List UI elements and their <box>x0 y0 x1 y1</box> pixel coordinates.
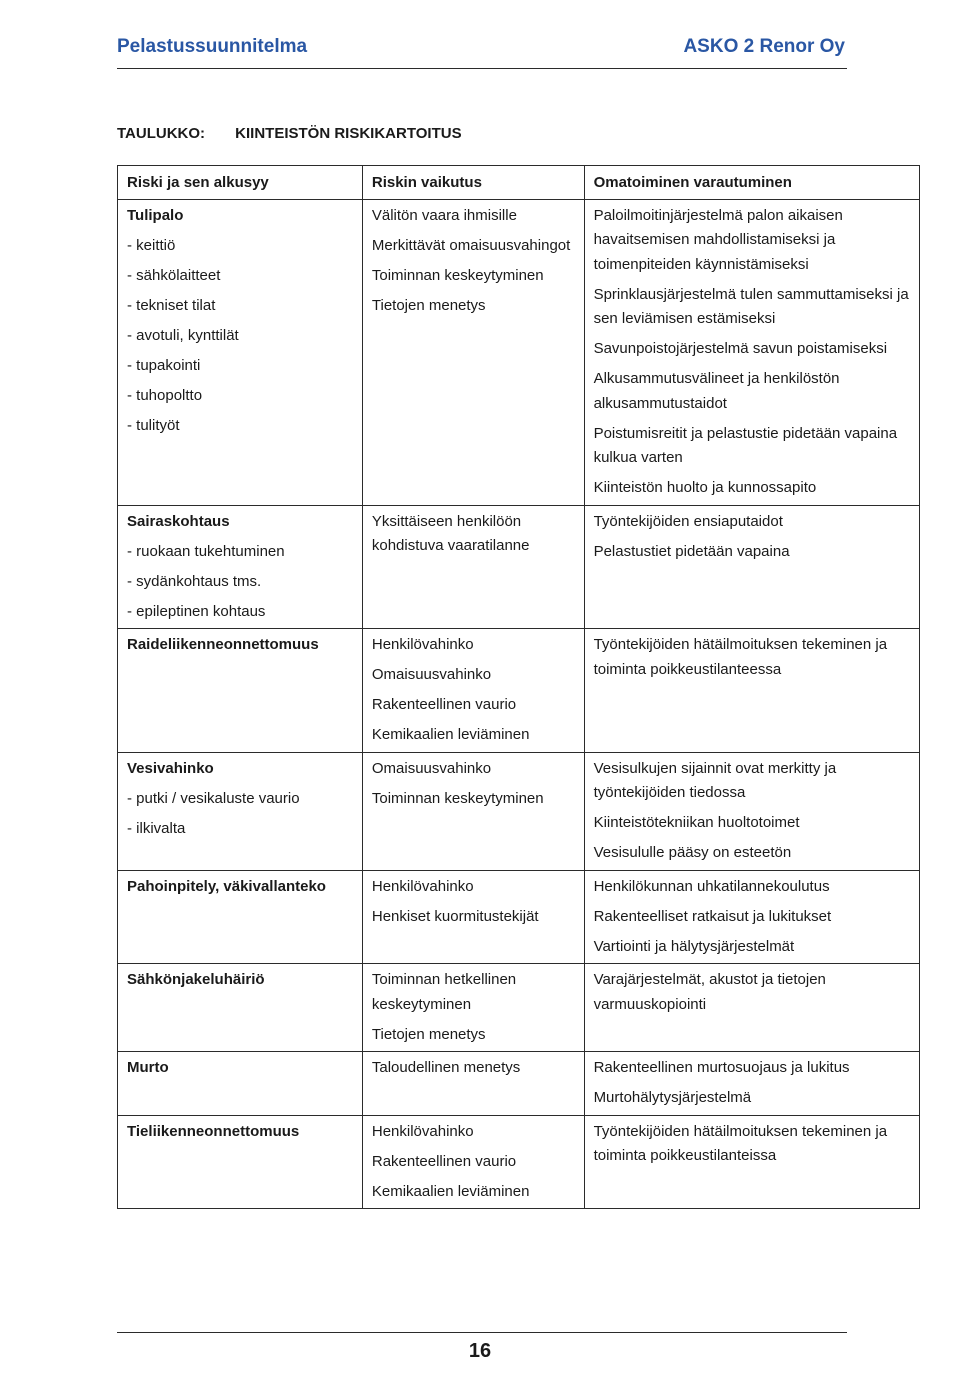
cell-line: Kemikaalien leviäminen <box>371 1182 530 1200</box>
risk-title: Raideliikenneonnettomuus <box>127 636 319 653</box>
effect-cell <box>362 964 584 1052</box>
cell-line: Pelastustiet pidetään vapaina <box>593 542 790 560</box>
risk-cell <box>118 964 363 1052</box>
preparedness-cell <box>584 1052 919 1116</box>
risk-title: Pahoinpitely, väkivallanteko <box>127 877 326 895</box>
cell-line: Rakenteellinen vaurio <box>371 1152 517 1170</box>
risk-table <box>117 165 920 1209</box>
cell-line: Toiminnan hetkellinen keskeytyminen <box>371 971 517 1013</box>
cell-line: Omaisuusvahinko <box>371 759 492 777</box>
cell-line: - tuhopoltto <box>127 386 203 404</box>
risk-title: Sähkönjakeluhäiriö <box>127 971 265 988</box>
table-row <box>118 1052 920 1116</box>
risk-cell <box>118 870 363 964</box>
cell-line: Poistumisreitit ja pelastustie pidetään vapaina kulkua varten <box>593 424 898 466</box>
page-number: 16 <box>468 1340 492 1362</box>
cell-line: Tietojen menetys <box>371 1025 486 1043</box>
cell-line: - sähkölaitteet <box>127 266 221 284</box>
cell-line: - ruokaan tukehtuminen <box>127 542 285 560</box>
cell-line: Vesisulkujen sijainnit ovat merkitty ja työntekijöiden tiedossa <box>593 759 837 801</box>
cell-line: Välitön vaara ihmisille <box>371 206 517 224</box>
effect-cell <box>362 199 584 505</box>
risk-title: Vesivahinko <box>127 759 214 777</box>
cell-line: Toiminnan keskeytyminen <box>371 266 544 284</box>
cell-line: Paloilmoitinjärjestelmä palon aikaisen havaitsemisen mahdollistamiseksi ja toimenpiteiden käynnistämiseksi <box>593 206 843 273</box>
cell-line: - keittiö <box>127 236 176 254</box>
cell-line: Kemikaalien leviäminen <box>371 726 530 743</box>
cell-line: Toiminnan keskeytyminen <box>371 789 544 807</box>
header-risk: Riski ja sen alkusyy <box>118 166 363 200</box>
cell-line: Murtohälytysjärjestelmä <box>593 1089 752 1106</box>
cell-line: - sydänkohtaus tms. <box>127 572 262 590</box>
header-preparedness: Omatoiminen varautuminen <box>584 166 919 200</box>
table-row <box>118 870 920 964</box>
cell-line: Henkiset kuormitustekijät <box>371 907 539 925</box>
cell-line: - tupakointi <box>127 356 201 374</box>
risk-title: Tulipalo <box>127 206 184 224</box>
cell-line: - tulityöt <box>127 416 180 434</box>
risk-title: Sairaskohtaus <box>127 512 230 530</box>
preparedness-cell <box>584 870 919 964</box>
cell-line: Kiinteistötekniikan huoltotoimet <box>593 814 800 831</box>
cell-line: Sprinklausjärjestelmä tulen sammuttamiseksi ja sen leviämisen estämiseksi <box>593 285 909 327</box>
cell-line: Kiinteistön huolto ja kunnossapito <box>593 479 817 496</box>
preparedness-cell <box>584 505 919 629</box>
cell-line: - ilkivalta <box>127 819 186 837</box>
footer-divider <box>117 1332 847 1333</box>
cell-line: Merkittävät omaisuusvahingot <box>371 236 571 254</box>
risk-cell <box>118 505 363 629</box>
table-header-row <box>118 166 920 200</box>
cell-line: Taloudellinen menetys <box>371 1059 521 1076</box>
document-title: Pelastussuunnitelma <box>117 36 308 57</box>
caption-title: KIINTEISTÖN RISKIKARTOITUS <box>235 125 462 142</box>
cell-line: - tekniset tilat <box>127 296 216 314</box>
effect-cell <box>362 629 584 753</box>
table-row <box>118 199 920 505</box>
effect-cell <box>362 1052 584 1116</box>
cell-line: Rakenteellinen murtosuojaus ja lukitus <box>593 1059 850 1076</box>
cell-line: Työntekijöiden hätäilmoituksen tekeminen ja toiminta poikkeustilanteessa <box>593 636 888 678</box>
cell-line: Tietojen menetys <box>371 296 486 314</box>
cell-line: Yksittäiseen henkilöön kohdistuva vaaratilanne <box>371 512 530 554</box>
risk-cell <box>118 629 363 753</box>
company-name: ASKO 2 Renor Oy <box>683 36 845 57</box>
effect-cell <box>362 1115 584 1209</box>
cell-line: Rakenteelliset ratkaisut ja lukitukset <box>593 907 832 925</box>
caption-label: TAULUKKO: <box>117 125 206 142</box>
preparedness-cell <box>584 964 919 1052</box>
cell-line: Alkusammutusvälineet ja henkilöstön alkusammutustaidot <box>593 370 840 412</box>
cell-line: Henkilökunnan uhkatilannekoulutus <box>593 877 830 895</box>
risk-cell <box>118 1052 363 1116</box>
preparedness-cell <box>584 629 919 753</box>
cell-line: Henkilövahinko <box>371 636 474 653</box>
table-row <box>118 964 920 1052</box>
cell-line: - putki / vesikaluste vaurio <box>127 789 300 807</box>
cell-line: Henkilövahinko <box>371 877 474 895</box>
risk-title: Tieliikenneonnettomuus <box>127 1122 300 1140</box>
preparedness-cell <box>584 752 919 870</box>
effect-cell <box>362 752 584 870</box>
risk-cell <box>118 199 363 505</box>
risk-title: Murto <box>127 1059 169 1076</box>
risk-cell <box>118 1115 363 1209</box>
preparedness-cell <box>584 199 919 505</box>
preparedness-cell <box>584 1115 919 1209</box>
cell-line: Vesisululle pääsy on esteetön <box>593 844 792 861</box>
table-row <box>118 752 920 870</box>
effect-cell <box>362 870 584 964</box>
risk-cell <box>118 752 363 870</box>
table-row <box>118 629 920 753</box>
cell-line: Vartiointi ja hälytysjärjestelmät <box>593 937 795 955</box>
cell-line: - avotuli, kynttilät <box>127 326 239 344</box>
table-body <box>118 199 920 1209</box>
cell-line: Omaisuusvahinko <box>371 666 492 683</box>
cell-line: Varajärjestelmät, akustot ja tietojen varmuuskopiointi <box>593 971 826 1013</box>
effect-cell <box>362 505 584 629</box>
cell-line: Työntekijöiden ensiaputaidot <box>593 512 783 530</box>
page-header <box>117 36 847 69</box>
table-row <box>118 505 920 629</box>
cell-line: Rakenteellinen vaurio <box>371 696 517 713</box>
table-caption <box>117 125 462 142</box>
table-row <box>118 1115 920 1209</box>
cell-line: Työntekijöiden hätäilmoituksen tekeminen ja toiminta poikkeustilanteissa <box>593 1122 888 1164</box>
cell-line: Savunpoistojärjestelmä savun poistamiseksi <box>593 340 888 357</box>
cell-line: Henkilövahinko <box>371 1122 474 1140</box>
header-effect: Riskin vaikutus <box>362 166 584 200</box>
cell-line: - epileptinen kohtaus <box>127 602 266 620</box>
